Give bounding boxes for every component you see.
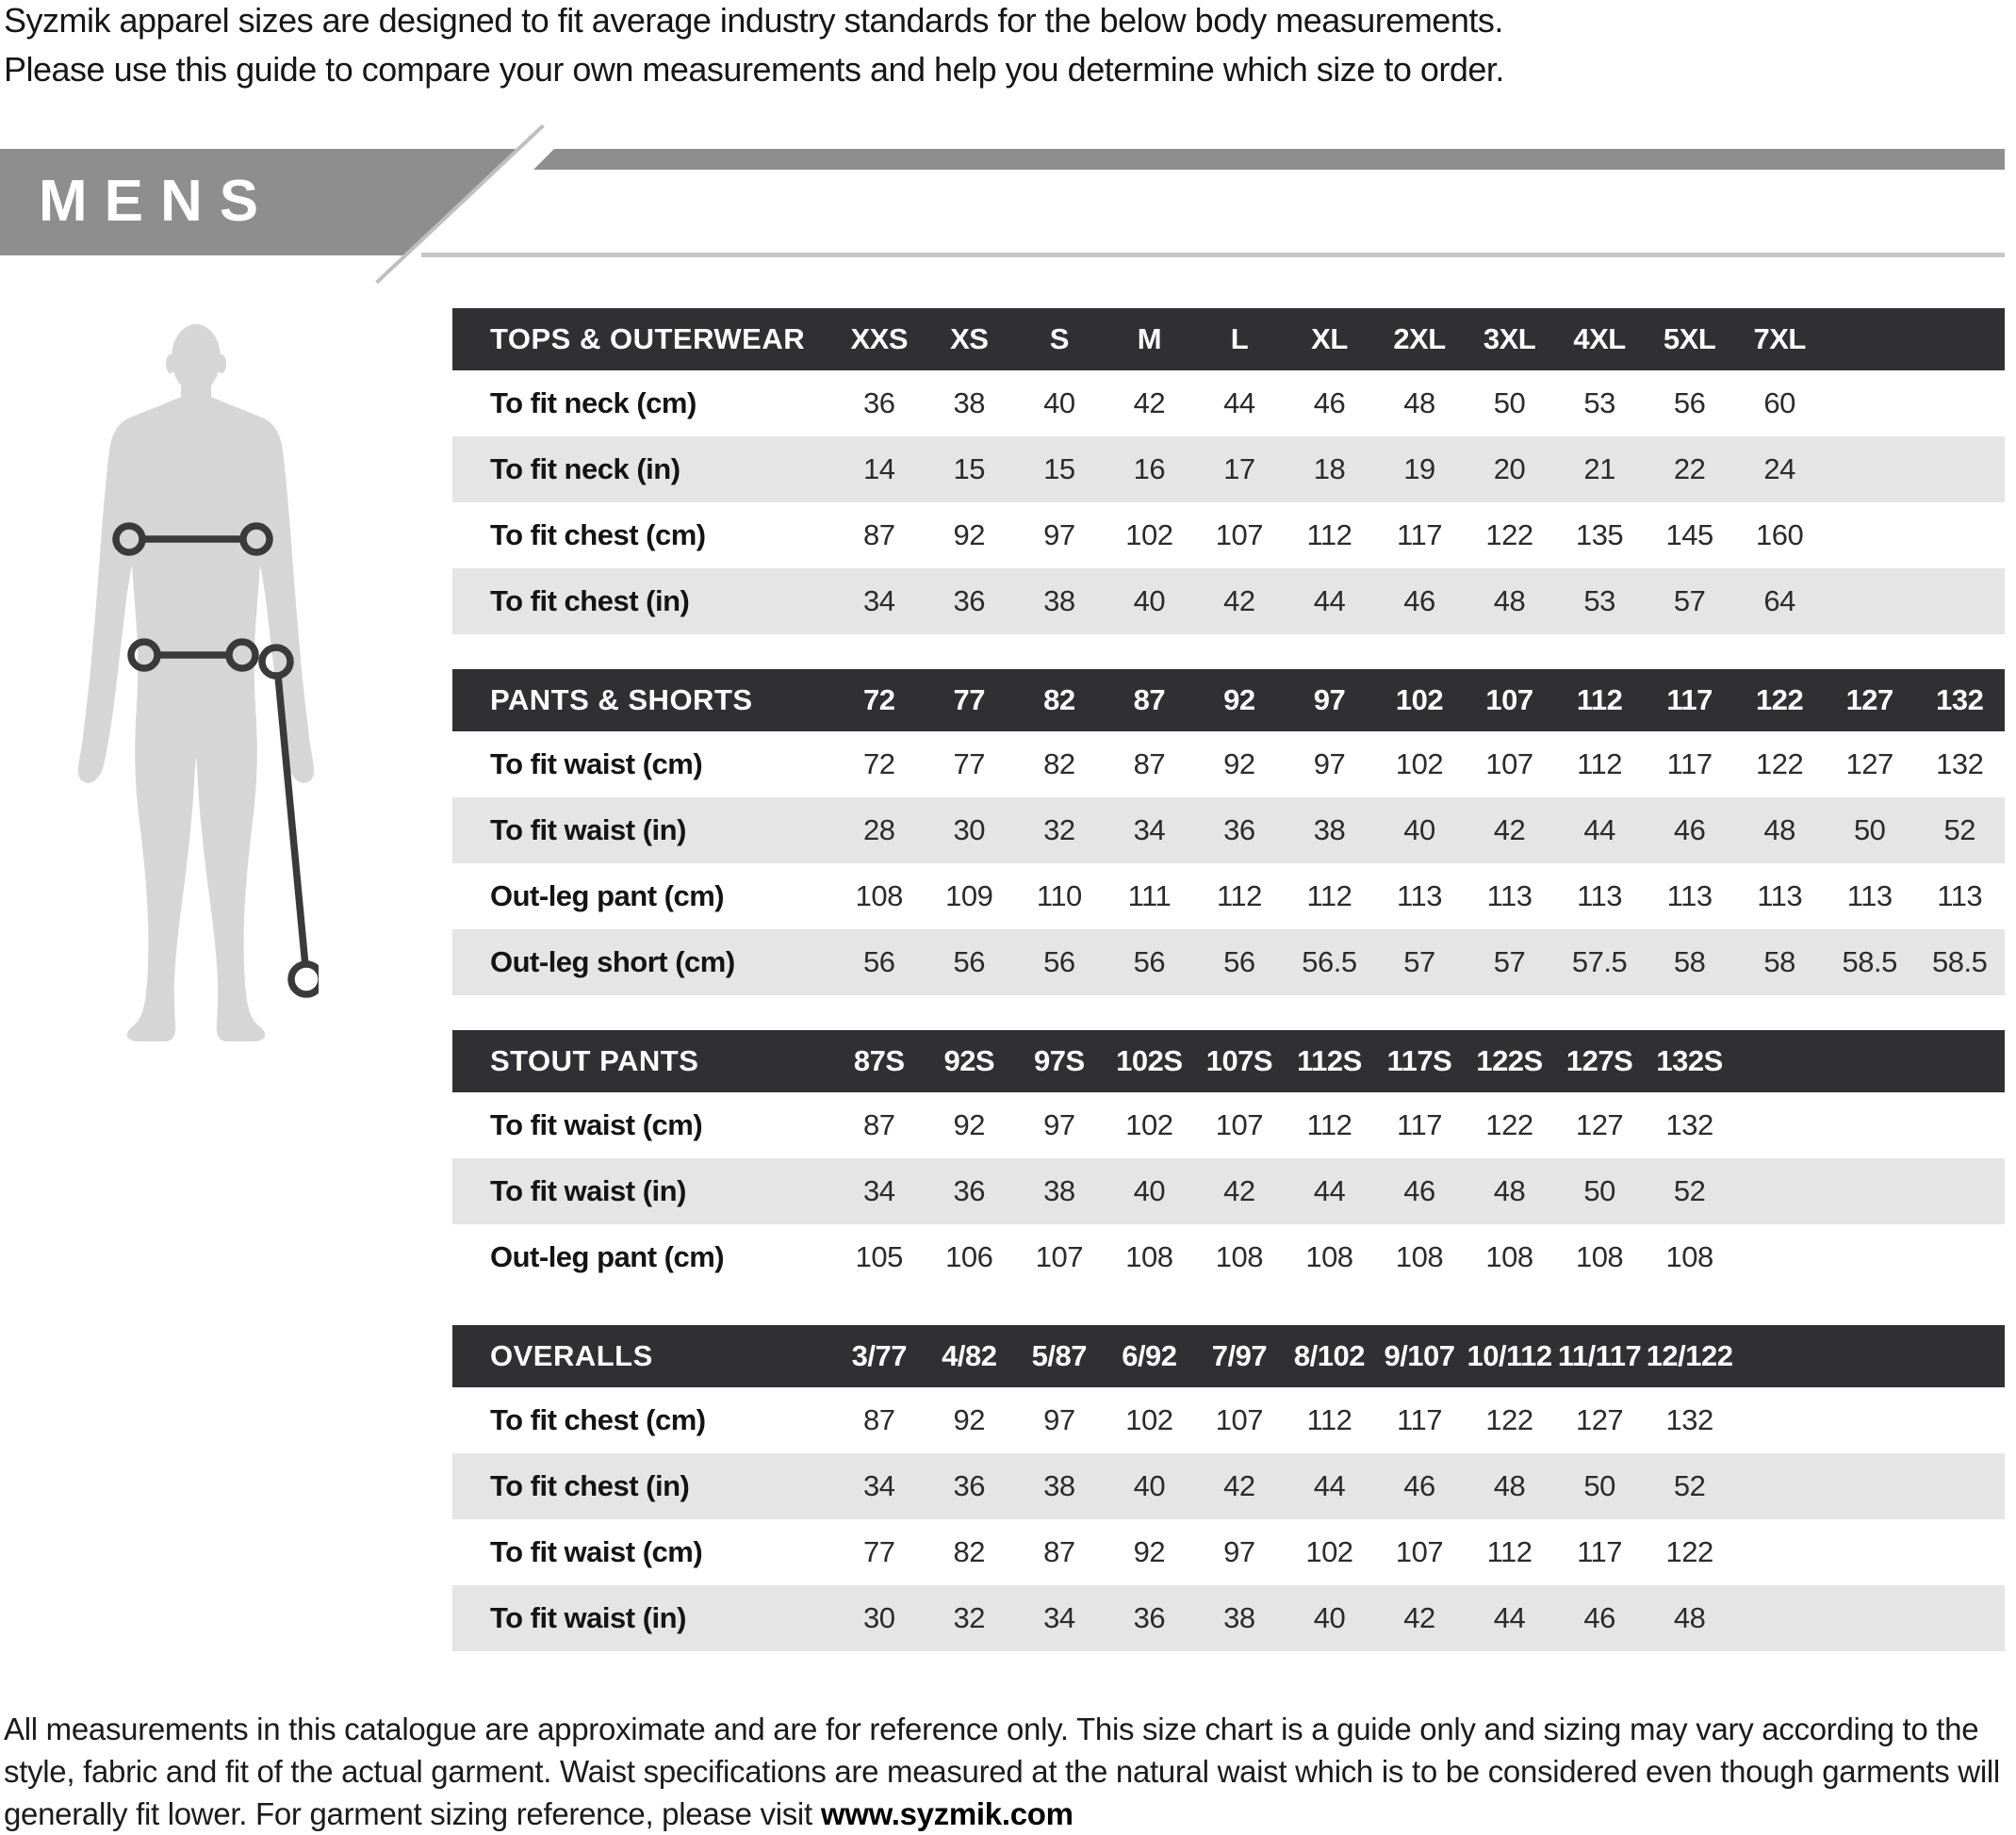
value-cell: 34 — [863, 584, 895, 617]
value-cell: 107 — [1215, 1403, 1264, 1436]
value-cell: 46 — [1673, 813, 1706, 846]
value-cell: 14 — [863, 452, 895, 485]
table-row — [452, 797, 2005, 863]
value-cell: 112 — [1306, 1403, 1352, 1436]
value-cell: 52 — [1673, 1174, 1706, 1207]
table-row — [452, 929, 2005, 995]
value-cell: 56 — [1673, 386, 1706, 419]
value-cell: 112 — [1306, 518, 1352, 551]
value-cell: 108 — [1485, 1240, 1533, 1273]
value-cell: 132 — [1665, 1108, 1713, 1141]
value-cell: 20 — [1493, 452, 1526, 485]
value-cell: 113 — [1757, 879, 1803, 912]
size-column-header: XS — [950, 322, 989, 355]
value-cell: 40 — [1133, 584, 1166, 617]
table-row — [452, 436, 2005, 502]
value-cell: 44 — [1223, 386, 1255, 419]
table-row — [452, 1519, 2005, 1585]
value-cell: 53 — [1583, 584, 1615, 617]
size-column-header: 2XL — [1393, 322, 1446, 355]
size-column-header: 87 — [1133, 683, 1166, 716]
value-cell: 132 — [1936, 747, 1984, 780]
size-column-header: 97S — [1034, 1044, 1085, 1077]
website-text: www.syzmik.com — [820, 1796, 1074, 1831]
value-cell: 57 — [1673, 584, 1706, 617]
value-cell: 42 — [1223, 1174, 1255, 1207]
value-cell: 56 — [1133, 945, 1166, 978]
row-label: To fit chest (cm) — [490, 518, 706, 551]
value-cell: 113 — [1846, 879, 1893, 912]
value-cell: 38 — [1043, 1469, 1075, 1502]
value-cell: 82 — [953, 1535, 986, 1568]
value-cell: 32 — [953, 1601, 986, 1634]
value-cell: 18 — [1313, 452, 1346, 485]
size-column-header: 4XL — [1573, 322, 1626, 355]
row-label: To fit chest (in) — [490, 584, 690, 617]
value-cell: 108 — [1575, 1240, 1624, 1273]
value-cell: 38 — [1223, 1601, 1255, 1634]
value-cell: 21 — [1583, 452, 1615, 485]
value-cell: 46 — [1403, 1469, 1435, 1502]
value-cell: 92 — [1223, 747, 1255, 780]
row-label: To fit chest (cm) — [490, 1403, 706, 1436]
value-cell: 108 — [855, 879, 903, 912]
value-cell: 113 — [1937, 879, 1983, 912]
value-cell: 60 — [1763, 386, 1795, 419]
row-label: To fit waist (cm) — [490, 747, 703, 780]
value-cell: 122 — [1485, 1403, 1533, 1436]
value-cell: 107 — [1395, 1535, 1444, 1568]
table-row — [452, 502, 2005, 568]
value-cell: 127 — [1575, 1403, 1624, 1436]
table-row — [452, 568, 2005, 634]
size-column-header: 117 — [1666, 683, 1713, 716]
size-column-header: 10/112 — [1467, 1339, 1552, 1372]
row-label: To fit waist (cm) — [490, 1108, 703, 1141]
value-cell: 77 — [953, 747, 986, 780]
value-cell: 34 — [1043, 1601, 1075, 1634]
value-cell: 97 — [1223, 1535, 1255, 1568]
value-cell: 122 — [1665, 1535, 1713, 1568]
value-cell: 36 — [953, 1469, 986, 1502]
size-column-header: 7/97 — [1211, 1339, 1268, 1372]
value-cell: 46 — [1403, 1174, 1435, 1207]
value-cell: 105 — [855, 1240, 903, 1273]
value-cell: 87 — [863, 1108, 895, 1141]
value-cell: 127 — [1575, 1108, 1624, 1141]
value-cell: 38 — [1043, 1174, 1075, 1207]
table-row — [452, 370, 2005, 436]
table-row — [452, 863, 2005, 929]
value-cell: 87 — [863, 518, 895, 551]
value-cell: 15 — [1043, 452, 1075, 485]
table-row — [452, 1158, 2005, 1224]
value-cell: 132 — [1665, 1403, 1713, 1436]
size-column-header: 117S — [1386, 1044, 1452, 1077]
row-label: To fit waist (cm) — [490, 1535, 703, 1568]
size-column-header: 5/87 — [1031, 1339, 1087, 1372]
size-column-header: 3XL — [1483, 322, 1536, 355]
disclaimer-text — [4, 1708, 2013, 1835]
value-cell: 57 — [1403, 945, 1435, 978]
value-cell: 58.5 — [1842, 945, 1897, 978]
value-cell: 112 — [1486, 1535, 1532, 1568]
value-cell: 102 — [1125, 1108, 1173, 1141]
value-cell: 108 — [1215, 1240, 1264, 1273]
value-cell: 44 — [1313, 1469, 1346, 1502]
size-column-header: 92S — [943, 1044, 995, 1077]
size-column-header: 6/92 — [1122, 1339, 1177, 1372]
value-cell: 107 — [1215, 518, 1264, 551]
size-table-header-row — [452, 308, 2005, 370]
value-cell: 107 — [1215, 1108, 1264, 1141]
table-row — [452, 1092, 2005, 1158]
row-label: To fit waist (in) — [490, 813, 686, 846]
value-cell: 34 — [1133, 813, 1166, 846]
size-column-header: 107S — [1205, 1044, 1273, 1077]
size-column-header: 5XL — [1663, 322, 1716, 355]
size-table — [452, 1325, 2005, 1651]
value-cell: 87 — [1133, 747, 1166, 780]
value-cell: 24 — [1763, 452, 1795, 485]
size-table-header-row — [452, 669, 2005, 731]
value-cell: 112 — [1577, 747, 1623, 780]
value-cell: 102 — [1395, 747, 1444, 780]
value-cell: 44 — [1313, 584, 1346, 617]
value-cell: 135 — [1575, 518, 1624, 551]
value-cell: 102 — [1125, 518, 1173, 551]
value-cell: 113 — [1486, 879, 1532, 912]
value-cell: 122 — [1485, 1108, 1533, 1141]
value-cell: 92 — [953, 1403, 986, 1436]
value-cell: 36 — [953, 1174, 986, 1207]
size-table-title: PANTS & SHORTS — [490, 683, 753, 716]
value-cell: 127 — [1845, 747, 1893, 780]
size-column-header: S — [1049, 322, 1069, 355]
value-cell: 58 — [1763, 945, 1795, 978]
value-cell: 48 — [1493, 584, 1526, 617]
value-cell: 46 — [1583, 1601, 1615, 1634]
intro-line-1: Syzmik apparel sizes are designed to fit average industry standards for the below body measurements. — [4, 1, 1503, 40]
size-tables — [452, 308, 2005, 1686]
value-cell: 58 — [1673, 945, 1706, 978]
size-column-header: 82 — [1043, 683, 1075, 716]
value-cell: 40 — [1043, 386, 1075, 419]
size-table-header-row — [452, 1325, 2005, 1387]
outleg-measure-endpoint — [291, 964, 319, 994]
value-cell: 42 — [1223, 584, 1255, 617]
value-cell: 112 — [1216, 879, 1262, 912]
value-cell: 40 — [1313, 1601, 1346, 1634]
value-cell: 87 — [1043, 1535, 1075, 1568]
size-column-header: 8/102 — [1293, 1339, 1365, 1372]
value-cell: 56 — [1043, 945, 1075, 978]
size-column-header: 102 — [1395, 683, 1444, 716]
size-table-header-row — [452, 1030, 2005, 1092]
value-cell: 108 — [1395, 1240, 1444, 1273]
value-cell: 160 — [1756, 518, 1804, 551]
value-cell: 44 — [1493, 1601, 1526, 1634]
value-cell: 48 — [1493, 1174, 1526, 1207]
value-cell: 52 — [1943, 813, 1975, 846]
row-label: Out-leg pant (cm) — [490, 1240, 725, 1273]
value-cell: 19 — [1403, 452, 1435, 485]
size-column-header: XXS — [850, 322, 909, 355]
value-cell: 106 — [945, 1240, 993, 1273]
size-table-title: OVERALLS — [490, 1339, 653, 1372]
row-label: To fit chest (in) — [490, 1469, 690, 1502]
row-label: Out-leg pant (cm) — [490, 879, 725, 912]
value-cell: 108 — [1665, 1240, 1713, 1273]
size-column-header: 12/122 — [1646, 1339, 1733, 1372]
value-cell: 56.5 — [1302, 945, 1357, 978]
value-cell: 42 — [1403, 1601, 1435, 1634]
value-cell: 108 — [1125, 1240, 1173, 1273]
value-cell: 44 — [1313, 1174, 1346, 1207]
value-cell: 46 — [1313, 386, 1346, 419]
value-cell: 109 — [945, 879, 993, 912]
value-cell: 82 — [1043, 747, 1075, 780]
banner-top-bar — [528, 149, 2005, 170]
value-cell: 56 — [953, 945, 986, 978]
value-cell: 92 — [953, 518, 986, 551]
value-cell: 17 — [1223, 452, 1255, 485]
size-column-header: 4/82 — [942, 1339, 997, 1372]
value-cell: 111 — [1127, 879, 1172, 912]
value-cell: 113 — [1666, 879, 1713, 912]
value-cell: 110 — [1036, 879, 1082, 912]
value-cell: 108 — [1305, 1240, 1353, 1273]
value-cell: 64 — [1763, 584, 1795, 617]
row-label: To fit waist (in) — [490, 1601, 686, 1634]
row-label: To fit neck (cm) — [490, 386, 697, 419]
intro-line-2: Please use this guide to compare your own measurements and help you determine which size to order. — [4, 50, 1504, 89]
value-cell: 48 — [1673, 1601, 1706, 1634]
value-cell: 40 — [1403, 813, 1435, 846]
value-cell: 52 — [1673, 1469, 1706, 1502]
size-column-header: 7XL — [1753, 322, 1806, 355]
banner-bottom-line — [421, 253, 2005, 257]
value-cell: 32 — [1043, 813, 1075, 846]
size-column-header: 77 — [953, 683, 986, 716]
size-column-header: 97 — [1313, 683, 1346, 716]
value-cell: 102 — [1305, 1535, 1353, 1568]
table-row — [452, 1585, 2005, 1651]
value-cell: 38 — [1043, 584, 1075, 617]
value-cell: 57.5 — [1571, 945, 1628, 978]
size-column-header: M — [1137, 322, 1162, 355]
value-cell: 40 — [1133, 1174, 1166, 1207]
value-cell: 48 — [1493, 1469, 1526, 1502]
row-label: Out-leg short (cm) — [490, 945, 735, 978]
value-cell: 57 — [1493, 945, 1526, 978]
value-cell: 30 — [863, 1601, 895, 1634]
value-cell: 97 — [1043, 1108, 1075, 1141]
size-column-header: 127S — [1565, 1044, 1633, 1077]
size-column-header: 9/107 — [1384, 1339, 1455, 1372]
value-cell: 58.5 — [1932, 945, 1988, 978]
size-column-header: 132 — [1936, 683, 1984, 716]
value-cell: 72 — [863, 747, 895, 780]
value-cell: 122 — [1756, 747, 1804, 780]
value-cell: 50 — [1583, 1469, 1615, 1502]
size-column-header: 72 — [863, 683, 895, 716]
value-cell: 56 — [863, 945, 895, 978]
value-cell: 48 — [1403, 386, 1435, 419]
value-cell: 112 — [1306, 1108, 1352, 1141]
value-cell: 22 — [1673, 452, 1706, 485]
value-cell: 44 — [1583, 813, 1615, 846]
disclaimer-body: All measurements in this catalogue are approximate and are for reference only. This size chart is a guide only and sizing may vary according to the style, fabric and fit of the actual garment. Waist specifications are measured at the natural waist which is to be considered even though garments will generally fit lower. For garment sizing reference, please visit — [4, 1712, 2000, 1831]
size-column-header: L — [1230, 322, 1249, 355]
size-table — [452, 308, 2005, 634]
value-cell: 117 — [1666, 747, 1713, 780]
value-cell: 56 — [1223, 945, 1255, 978]
size-table — [452, 669, 2005, 995]
size-column-header: 132S — [1656, 1044, 1723, 1077]
size-table — [452, 1030, 2005, 1290]
size-column-header: 92 — [1223, 683, 1255, 716]
size-column-header: 112 — [1576, 683, 1623, 716]
value-cell: 40 — [1133, 1469, 1166, 1502]
value-cell: 15 — [953, 452, 986, 485]
value-cell: 122 — [1485, 518, 1533, 551]
size-column-header: 102S — [1116, 1044, 1183, 1077]
size-column-header: 3/77 — [851, 1339, 907, 1372]
value-cell: 36 — [1223, 813, 1255, 846]
body-silhouette-icon — [74, 320, 319, 1046]
value-cell: 38 — [1313, 813, 1346, 846]
value-cell: 34 — [863, 1469, 895, 1502]
size-column-header: 107 — [1485, 683, 1533, 716]
value-cell: 50 — [1853, 813, 1886, 846]
value-cell: 97 — [1043, 1403, 1075, 1436]
value-cell: 50 — [1583, 1174, 1615, 1207]
value-cell: 42 — [1493, 813, 1526, 846]
value-cell: 30 — [953, 813, 986, 846]
value-cell: 117 — [1397, 518, 1442, 551]
size-column-header: 11/117 — [1557, 1339, 1642, 1372]
value-cell: 107 — [1035, 1240, 1083, 1273]
table-row — [452, 731, 2005, 797]
value-cell: 36 — [953, 584, 986, 617]
value-cell: 113 — [1577, 879, 1623, 912]
value-cell: 92 — [1133, 1535, 1166, 1568]
table-row — [452, 1453, 2005, 1519]
value-cell: 38 — [953, 386, 986, 419]
value-cell: 42 — [1223, 1469, 1255, 1502]
intro-text — [4, 0, 1504, 94]
size-table-title: STOUT PANTS — [490, 1044, 699, 1077]
value-cell: 46 — [1403, 584, 1435, 617]
table-row — [452, 1224, 2005, 1290]
value-cell: 117 — [1397, 1108, 1442, 1141]
value-cell: 36 — [1133, 1601, 1166, 1634]
value-cell: 16 — [1133, 452, 1166, 485]
size-column-header: 122S — [1476, 1044, 1543, 1077]
value-cell: 145 — [1665, 518, 1713, 551]
value-cell: 53 — [1583, 386, 1615, 419]
value-cell: 48 — [1763, 813, 1795, 846]
row-label: To fit neck (in) — [490, 452, 680, 485]
value-cell: 97 — [1043, 518, 1075, 551]
value-cell: 107 — [1485, 747, 1533, 780]
size-table-title: TOPS & OUTERWEAR — [490, 322, 806, 355]
size-column-header: XL — [1311, 322, 1348, 355]
value-cell: 36 — [863, 386, 895, 419]
size-column-header: 127 — [1845, 683, 1893, 716]
value-cell: 97 — [1313, 747, 1346, 780]
table-row — [452, 1387, 2005, 1453]
value-cell: 92 — [953, 1108, 986, 1141]
value-cell: 34 — [863, 1174, 895, 1207]
value-cell: 117 — [1577, 1535, 1623, 1568]
value-cell: 102 — [1125, 1403, 1173, 1436]
size-column-header: 112S — [1297, 1044, 1362, 1077]
size-column-header: 122 — [1756, 683, 1804, 716]
value-cell: 87 — [863, 1403, 895, 1436]
value-cell: 113 — [1397, 879, 1442, 912]
value-cell: 117 — [1397, 1403, 1442, 1436]
banner-title: MENS — [39, 168, 276, 234]
value-cell: 28 — [863, 813, 895, 846]
value-cell: 50 — [1493, 386, 1526, 419]
value-cell: 112 — [1306, 879, 1352, 912]
value-cell: 77 — [863, 1535, 895, 1568]
value-cell: 42 — [1133, 386, 1166, 419]
mens-banner — [0, 149, 2016, 255]
row-label: To fit waist (in) — [490, 1174, 686, 1207]
size-column-header: 87S — [853, 1044, 905, 1077]
